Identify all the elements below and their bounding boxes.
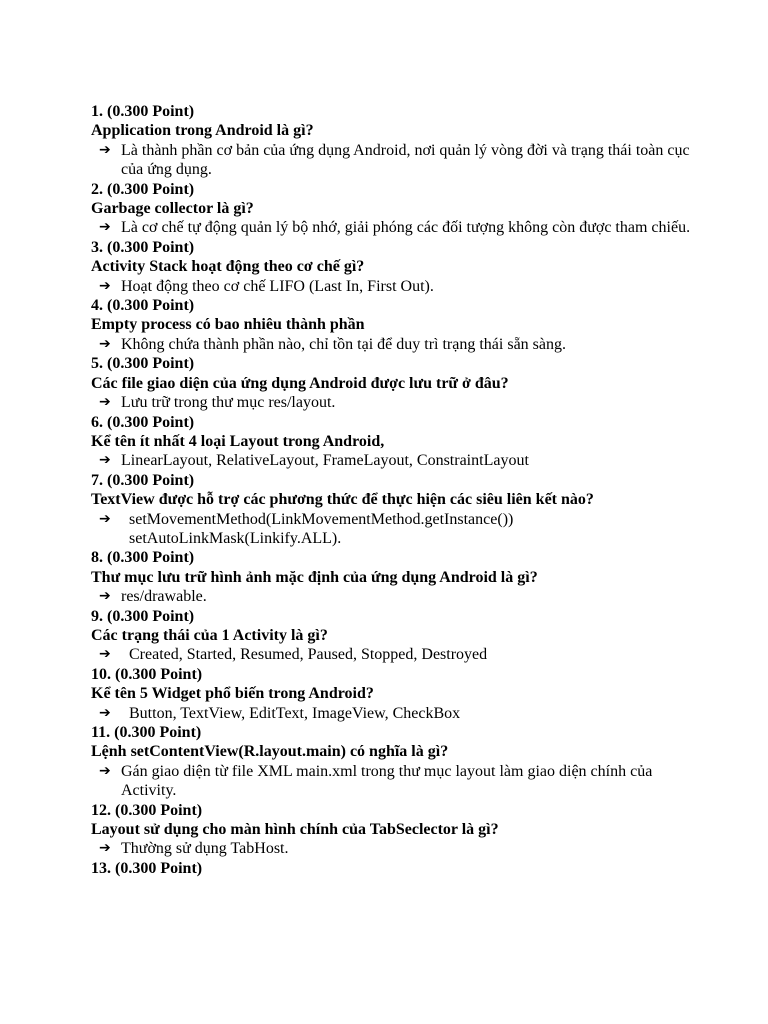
answer-text bbox=[121, 336, 566, 353]
question-number: 6. (0.300 Point) bbox=[91, 413, 195, 431]
question-block bbox=[91, 238, 691, 296]
answer-line: LinearLayout, RelativeLayout, FrameLayout, ConstraintLayout bbox=[121, 452, 529, 470]
answer-line: setAutoLinkMask(Linkify.ALL). bbox=[129, 529, 342, 547]
answer-line: Hoạt động theo cơ chế LIFO (Last In, First Out). bbox=[121, 277, 434, 295]
question-block bbox=[91, 413, 691, 471]
question-text: Lệnh setContentView(R.layout.main) có nghĩa là gì? bbox=[91, 743, 449, 761]
question-block bbox=[91, 723, 691, 801]
answer bbox=[91, 277, 691, 296]
answer-line: Là thành phần cơ bản của ứng dụng Android, nơi quản lý vòng đời và trạng thái toàn cục của ứng dụng. bbox=[121, 141, 690, 179]
answer bbox=[91, 704, 691, 723]
question-text: Activity Stack hoạt động theo cơ chế gì? bbox=[91, 258, 365, 276]
answer bbox=[91, 839, 691, 858]
question-text: Thư mục lưu trữ hình ảnh mặc định của ứng dụng Android là gì? bbox=[91, 568, 538, 586]
answer-line: Thường sử dụng TabHost. bbox=[121, 840, 289, 858]
question-text: Các trạng thái của 1 Activity là gì? bbox=[91, 626, 328, 644]
right-arrow-icon: ➔ bbox=[99, 762, 111, 779]
answer-line: Là cơ chế tự động quản lý bộ nhớ, giải phóng các đối tượng không còn được tham chiếu. bbox=[121, 219, 691, 237]
right-arrow-icon: ➔ bbox=[99, 452, 111, 469]
question-text: Kể tên ít nhất 4 loại Layout trong Android, bbox=[91, 432, 385, 450]
answer-line: res/drawable. bbox=[121, 588, 207, 606]
right-arrow-icon: ➔ bbox=[99, 704, 111, 721]
answer bbox=[91, 587, 691, 606]
answer bbox=[91, 451, 691, 470]
question-number: 2. (0.300 Point) bbox=[91, 180, 195, 198]
answer-line: Button, TextView, EditText, ImageView, CheckBox bbox=[129, 704, 461, 722]
answer bbox=[91, 762, 691, 801]
question-block bbox=[91, 471, 691, 549]
question-block bbox=[91, 801, 691, 859]
question-number: 1. (0.300 Point) bbox=[91, 103, 195, 120]
question-number: 3. (0.300 Point) bbox=[91, 238, 195, 256]
right-arrow-icon: ➔ bbox=[99, 840, 111, 857]
answer bbox=[91, 141, 691, 180]
question-number: 7. (0.300 Point) bbox=[91, 471, 195, 489]
question-number: 8. (0.300 Point) bbox=[91, 549, 195, 567]
question-text: Các file giao diện của ứng dụng Android được lưu trữ ở đâu? bbox=[91, 374, 509, 392]
question-number: 4. (0.300 Point) bbox=[91, 297, 195, 315]
answer-text bbox=[121, 278, 434, 295]
question-text: Empty process có bao nhiêu thành phần bbox=[91, 316, 365, 334]
question-block bbox=[91, 354, 691, 412]
question-number: 13. (0.300 Point) bbox=[91, 859, 203, 877]
question-number: 9. (0.300 Point) bbox=[91, 607, 195, 625]
question-block bbox=[91, 102, 691, 180]
question-block bbox=[91, 607, 691, 665]
answer-text bbox=[121, 510, 691, 549]
right-arrow-icon: ➔ bbox=[99, 219, 111, 236]
question-text: Kể tên 5 Widget phổ biến trong Android? bbox=[91, 685, 374, 703]
answer-line: Không chứa thành phần nào, chỉ tồn tại để duy trì trạng thái sẵn sàng. bbox=[121, 335, 567, 353]
right-arrow-icon: ➔ bbox=[99, 646, 111, 663]
answer bbox=[91, 393, 691, 412]
question-number: 11. (0.300 Point) bbox=[91, 724, 202, 741]
right-arrow-icon: ➔ bbox=[99, 588, 111, 605]
question-number: 10. (0.300 Point) bbox=[91, 665, 203, 683]
answer bbox=[91, 335, 691, 354]
answer-text bbox=[121, 840, 289, 857]
answer-line: Lưu trữ trong thư mục res/layout. bbox=[121, 394, 336, 412]
answer-text bbox=[121, 704, 691, 723]
answer-line: setMovementMethod(LinkMovementMethod.getInstance()) bbox=[129, 510, 514, 528]
question-block bbox=[91, 859, 691, 878]
answer-text bbox=[121, 142, 690, 178]
answer-text bbox=[121, 394, 335, 411]
question-block bbox=[91, 180, 691, 238]
right-arrow-icon: ➔ bbox=[99, 335, 111, 352]
question-text: Application trong Android là gì? bbox=[91, 122, 314, 140]
question-block bbox=[91, 548, 691, 606]
question-text: Layout sử dụng cho màn hình chính của TabSeclector là gì? bbox=[91, 821, 499, 839]
question-number: 12. (0.300 Point) bbox=[91, 801, 203, 819]
answer bbox=[91, 218, 691, 237]
question-block bbox=[91, 296, 691, 354]
answer-text bbox=[121, 219, 690, 236]
right-arrow-icon: ➔ bbox=[99, 510, 111, 527]
question-number: 5. (0.300 Point) bbox=[91, 355, 195, 373]
question-list bbox=[91, 102, 691, 878]
answer-text bbox=[121, 588, 207, 605]
answer bbox=[91, 510, 691, 549]
answer-text bbox=[121, 763, 652, 799]
answer-text bbox=[121, 452, 529, 469]
right-arrow-icon: ➔ bbox=[99, 394, 111, 411]
answer-line: Created, Started, Resumed, Paused, Stopped, Destroyed bbox=[129, 646, 488, 664]
question-text: Garbage collector là gì? bbox=[91, 200, 254, 218]
answer-text bbox=[121, 645, 691, 664]
right-arrow-icon: ➔ bbox=[99, 277, 111, 294]
question-text: TextView được hỗ trợ các phương thức để thực hiện các siêu liên kết nào? bbox=[91, 491, 594, 509]
answer bbox=[91, 645, 691, 664]
answer-line: Gán giao diện từ file XML main.xml trong thư mục layout làm giao diện chính của Activity. bbox=[121, 762, 653, 800]
question-block bbox=[91, 665, 691, 723]
right-arrow-icon: ➔ bbox=[99, 141, 111, 158]
